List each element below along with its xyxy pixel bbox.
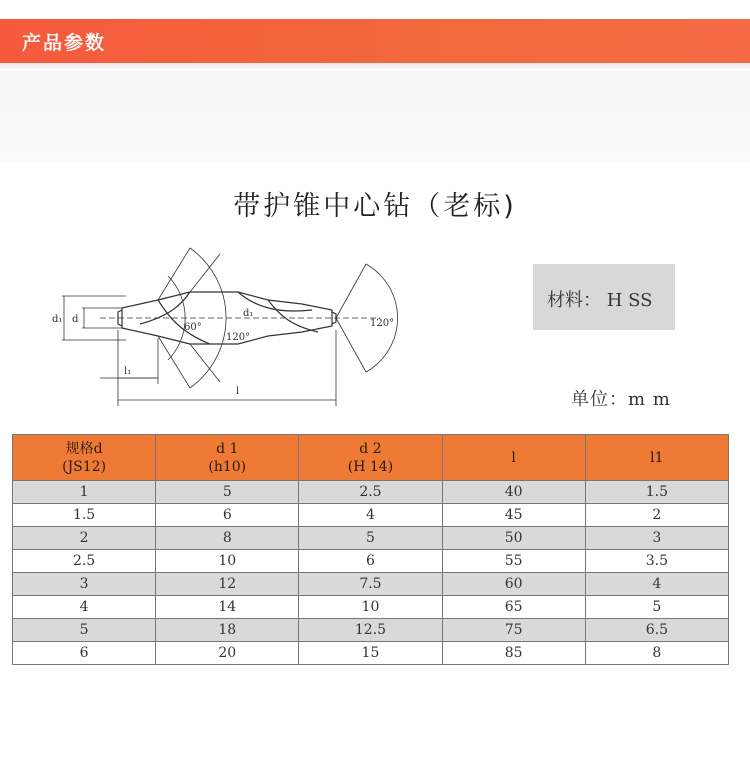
table-cell: 10 (299, 596, 442, 619)
table-cell: 2.5 (299, 481, 442, 504)
table-cell: 12 (156, 573, 299, 596)
table-cell: 1 (13, 481, 156, 504)
product-title: 带护锥中心钻（老标) (233, 191, 517, 222)
header-l: l (442, 435, 585, 481)
material-box (533, 264, 675, 330)
table-cell: 50 (442, 527, 585, 550)
table-cell: 12.5 (299, 619, 442, 642)
table-cell: 15 (299, 642, 442, 665)
table-cell: 2 (13, 527, 156, 550)
table-cell: 60 (442, 573, 585, 596)
table-row (13, 527, 729, 550)
table-cell: 3.5 (585, 550, 728, 573)
header-spec-d: 规格d (JS12) (13, 435, 156, 481)
label-d: d (72, 314, 79, 325)
spec-table (12, 434, 729, 665)
table-cell: 5 (585, 596, 728, 619)
table-cell: 7.5 (299, 573, 442, 596)
label-l1: l₁ (124, 366, 132, 377)
table-cell: 55 (442, 550, 585, 573)
table-cell: 5 (156, 481, 299, 504)
table-cell: 4 (13, 596, 156, 619)
header-d2: d 2 (H 14) (299, 435, 442, 481)
label-l: l (236, 386, 240, 397)
label-d1: d₁ (52, 314, 63, 325)
table-cell: 1.5 (585, 481, 728, 504)
label-angle-120a: 120° (226, 332, 251, 343)
table-cell: 1.5 (13, 504, 156, 527)
table-cell: 5 (299, 527, 442, 550)
table-cell: 40 (442, 481, 585, 504)
table-row (13, 481, 729, 504)
material-label: 材料： H SS (547, 290, 653, 311)
table-cell: 3 (13, 573, 156, 596)
table-cell: 18 (156, 619, 299, 642)
header-l1: l1 (585, 435, 728, 481)
table-header-row (13, 435, 729, 481)
table-cell: 6 (13, 642, 156, 665)
header-d1: d 1 (h10) (156, 435, 299, 481)
table-row (13, 619, 729, 642)
table-cell: 3 (585, 527, 728, 550)
table-cell: 20 (156, 642, 299, 665)
table-cell: 4 (299, 504, 442, 527)
section-header-bar (0, 19, 750, 63)
table-row (13, 596, 729, 619)
table-cell: 10 (156, 550, 299, 573)
table-row (13, 550, 729, 573)
label-angle-60: 60° (184, 322, 202, 333)
table-cell: 45 (442, 504, 585, 527)
unit-label: 单位：m m (571, 389, 671, 410)
table-cell: 8 (156, 527, 299, 550)
table-cell: 6 (299, 550, 442, 573)
table-cell: 5 (13, 619, 156, 642)
label-d2: d₁ (243, 308, 254, 319)
center-drill-diagram (40, 238, 420, 410)
grey-band (0, 71, 750, 163)
table-row (13, 642, 729, 665)
table-cell: 2.5 (13, 550, 156, 573)
header-shadow (0, 63, 750, 71)
table-cell: 65 (442, 596, 585, 619)
drill-flute-right (268, 300, 318, 332)
section-header-title: 产品参数 (22, 32, 107, 54)
table-cell: 6.5 (585, 619, 728, 642)
table-cell: 4 (585, 573, 728, 596)
table-cell: 2 (585, 504, 728, 527)
table-cell: 14 (156, 596, 299, 619)
drill-flute-left-2 (140, 292, 190, 324)
table-cell: 8 (585, 642, 728, 665)
table-cell: 6 (156, 504, 299, 527)
label-angle-120b: 120° (370, 318, 395, 329)
table-row (13, 573, 729, 596)
table-cell: 75 (442, 619, 585, 642)
table-row (13, 504, 729, 527)
table-cell: 85 (442, 642, 585, 665)
